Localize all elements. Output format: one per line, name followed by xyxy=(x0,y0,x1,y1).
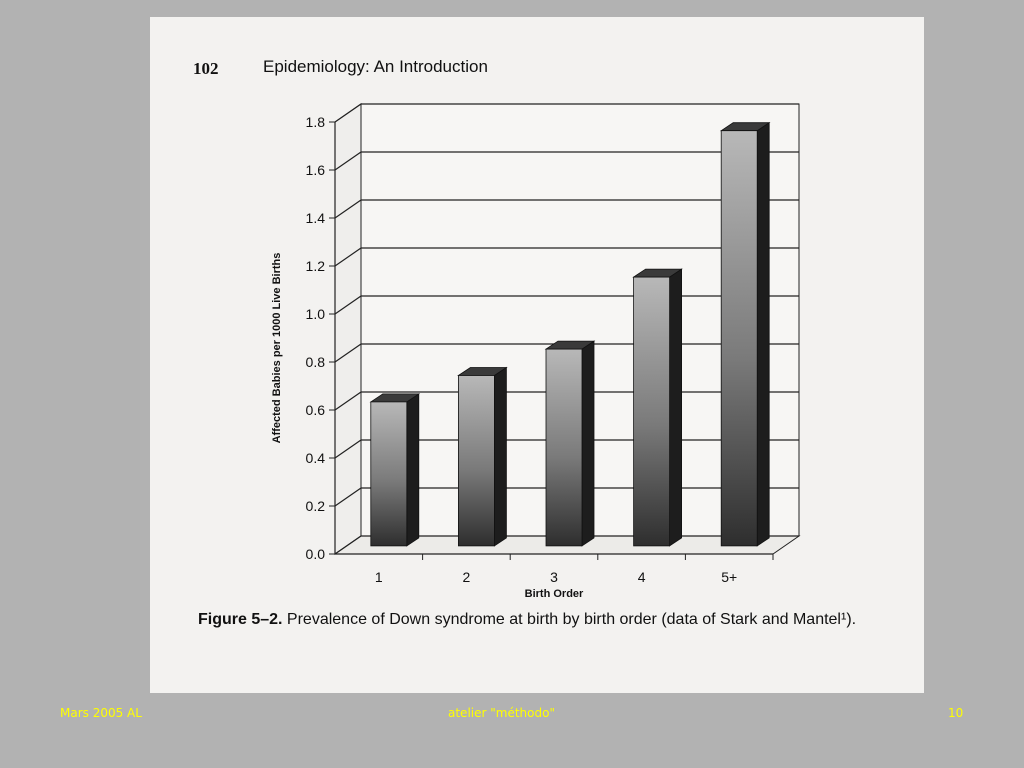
x-tick-label: 5+ xyxy=(721,569,738,585)
bar-side xyxy=(407,394,419,546)
bar-side xyxy=(670,269,682,546)
x-tick-label: 3 xyxy=(550,569,558,585)
bar xyxy=(371,402,407,546)
y-tick-label: 0.6 xyxy=(305,402,325,418)
slide-number: 10 xyxy=(948,706,964,720)
bar-side xyxy=(582,341,594,546)
figure-caption xyxy=(198,609,898,630)
y-tick-label: 1.8 xyxy=(305,114,325,130)
x-tick-label: 4 xyxy=(637,569,646,585)
figure-caption-text: Prevalence of Down syndrome at birth by birth order (data of Stark and Mantel¹). xyxy=(282,611,857,628)
x-axis-title: Birth Order xyxy=(524,588,584,600)
bar-side xyxy=(757,123,769,546)
y-axis-title: Affected Babies per 1000 Live Births xyxy=(271,252,283,444)
figure-label: Figure 5–2. xyxy=(198,611,283,628)
bar-side xyxy=(494,368,506,546)
x-tick-label: 2 xyxy=(462,569,471,585)
y-tick-label: 1.4 xyxy=(305,210,325,226)
page-number: 102 xyxy=(193,59,219,78)
page-title: Epidemiology: An Introduction xyxy=(263,57,488,76)
bar xyxy=(634,277,670,546)
y-tick-label: 0.2 xyxy=(305,498,325,514)
y-tick-label: 0.0 xyxy=(305,546,325,562)
bar xyxy=(546,349,582,546)
y-tick-label: 1.0 xyxy=(305,306,325,322)
x-tick-label: 1 xyxy=(374,569,383,585)
footer-title: atelier "méthodo" xyxy=(448,706,555,720)
bar-chart xyxy=(150,17,924,617)
bar xyxy=(721,131,757,546)
y-tick-label: 0.4 xyxy=(305,450,325,466)
book-page-scan xyxy=(150,17,924,693)
y-tick-label: 1.6 xyxy=(305,162,325,178)
footer-date: Mars 2005 AL xyxy=(60,706,142,720)
y-tick-label: 0.8 xyxy=(305,354,325,370)
chart-side-wall xyxy=(335,104,361,554)
y-tick-label: 1.2 xyxy=(305,258,325,274)
bar xyxy=(458,376,494,546)
